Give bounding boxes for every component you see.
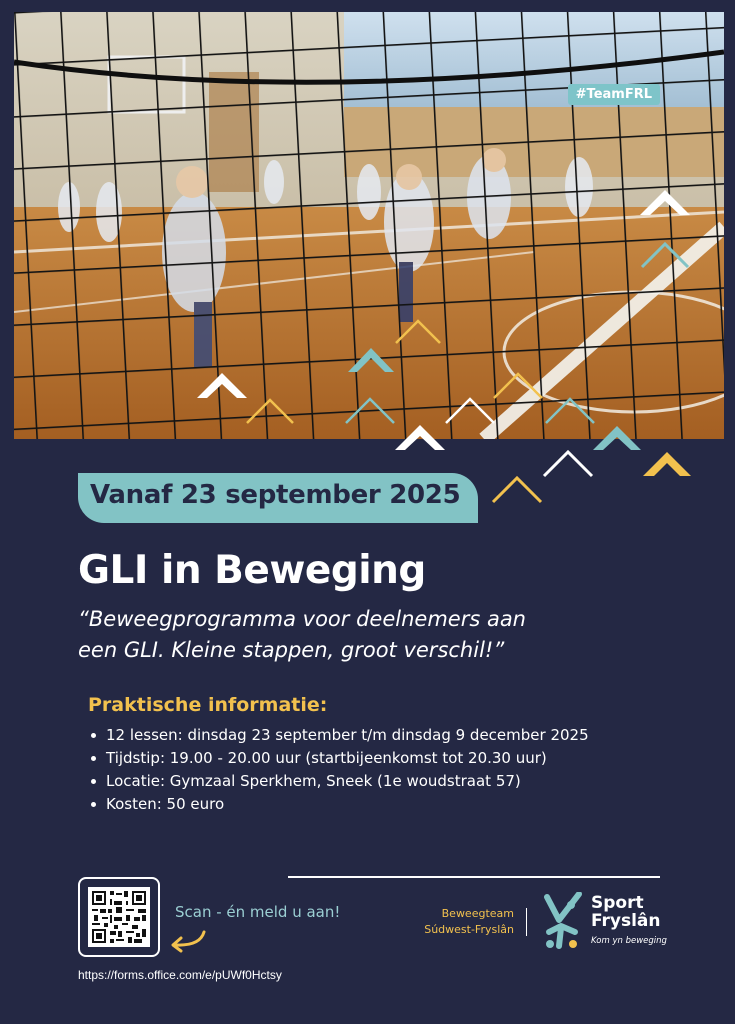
chevron-yellow-outline-4 <box>493 478 541 502</box>
team-line-1: Beweegteam <box>441 907 514 920</box>
info-list <box>88 724 589 816</box>
info-heading: Praktische informatie: <box>88 694 328 716</box>
info-item-location: Locatie: Gymzaal Sperkhem, Sneek (1e woudstraat 57) <box>88 770 589 793</box>
chevron-white-outline-2 <box>544 452 592 476</box>
qr-code-icon <box>88 887 150 947</box>
page-title: GLI in Beweging <box>78 548 426 593</box>
quote-line-2: een GLI. Kleine stappen, groot verschil!” <box>78 638 505 662</box>
qr-code[interactable] <box>88 887 150 947</box>
volleyball-net-image <box>14 12 724 439</box>
team-line-2: Súdwest-Fryslân <box>424 923 514 936</box>
info-item-time: Tijdstip: 19.00 - 20.00 uur (startbijeenkomst tot 20.30 uur) <box>88 747 589 770</box>
qr-code-frame[interactable] <box>78 877 160 957</box>
curved-arrow-icon <box>166 928 208 954</box>
footer-divider <box>288 876 660 878</box>
logo-word-1: Sport <box>591 893 644 913</box>
hashtag-badge: #TeamFRL <box>568 84 660 105</box>
chevron-yellow-1 <box>643 452 691 476</box>
sport-fryslan-logo-icon <box>541 892 589 952</box>
tagline-quote <box>78 604 638 666</box>
date-text: Vanaf 23 september 2025 <box>90 480 461 510</box>
quote-line-1: “Beweegprogramma voor deelnemers aan <box>78 607 526 631</box>
scan-instruction: Scan - én meld u aan! <box>175 903 341 921</box>
logo-tagline: Kom yn beweging <box>591 936 667 946</box>
info-item-cost: Kosten: 50 euro <box>88 793 589 816</box>
hero-photo <box>14 12 724 439</box>
info-item-lessons: 12 lessen: dinsdag 23 september t/m dinsdag 9 december 2025 <box>88 724 589 747</box>
date-banner <box>78 473 478 523</box>
footer-separator <box>526 908 527 936</box>
team-label <box>400 906 514 938</box>
logo-wordmark <box>591 894 661 930</box>
logo-word-2: Fryslân <box>591 911 661 931</box>
signup-url-link[interactable]: https://forms.office.com/e/pUWf0Hctsy <box>78 968 282 982</box>
